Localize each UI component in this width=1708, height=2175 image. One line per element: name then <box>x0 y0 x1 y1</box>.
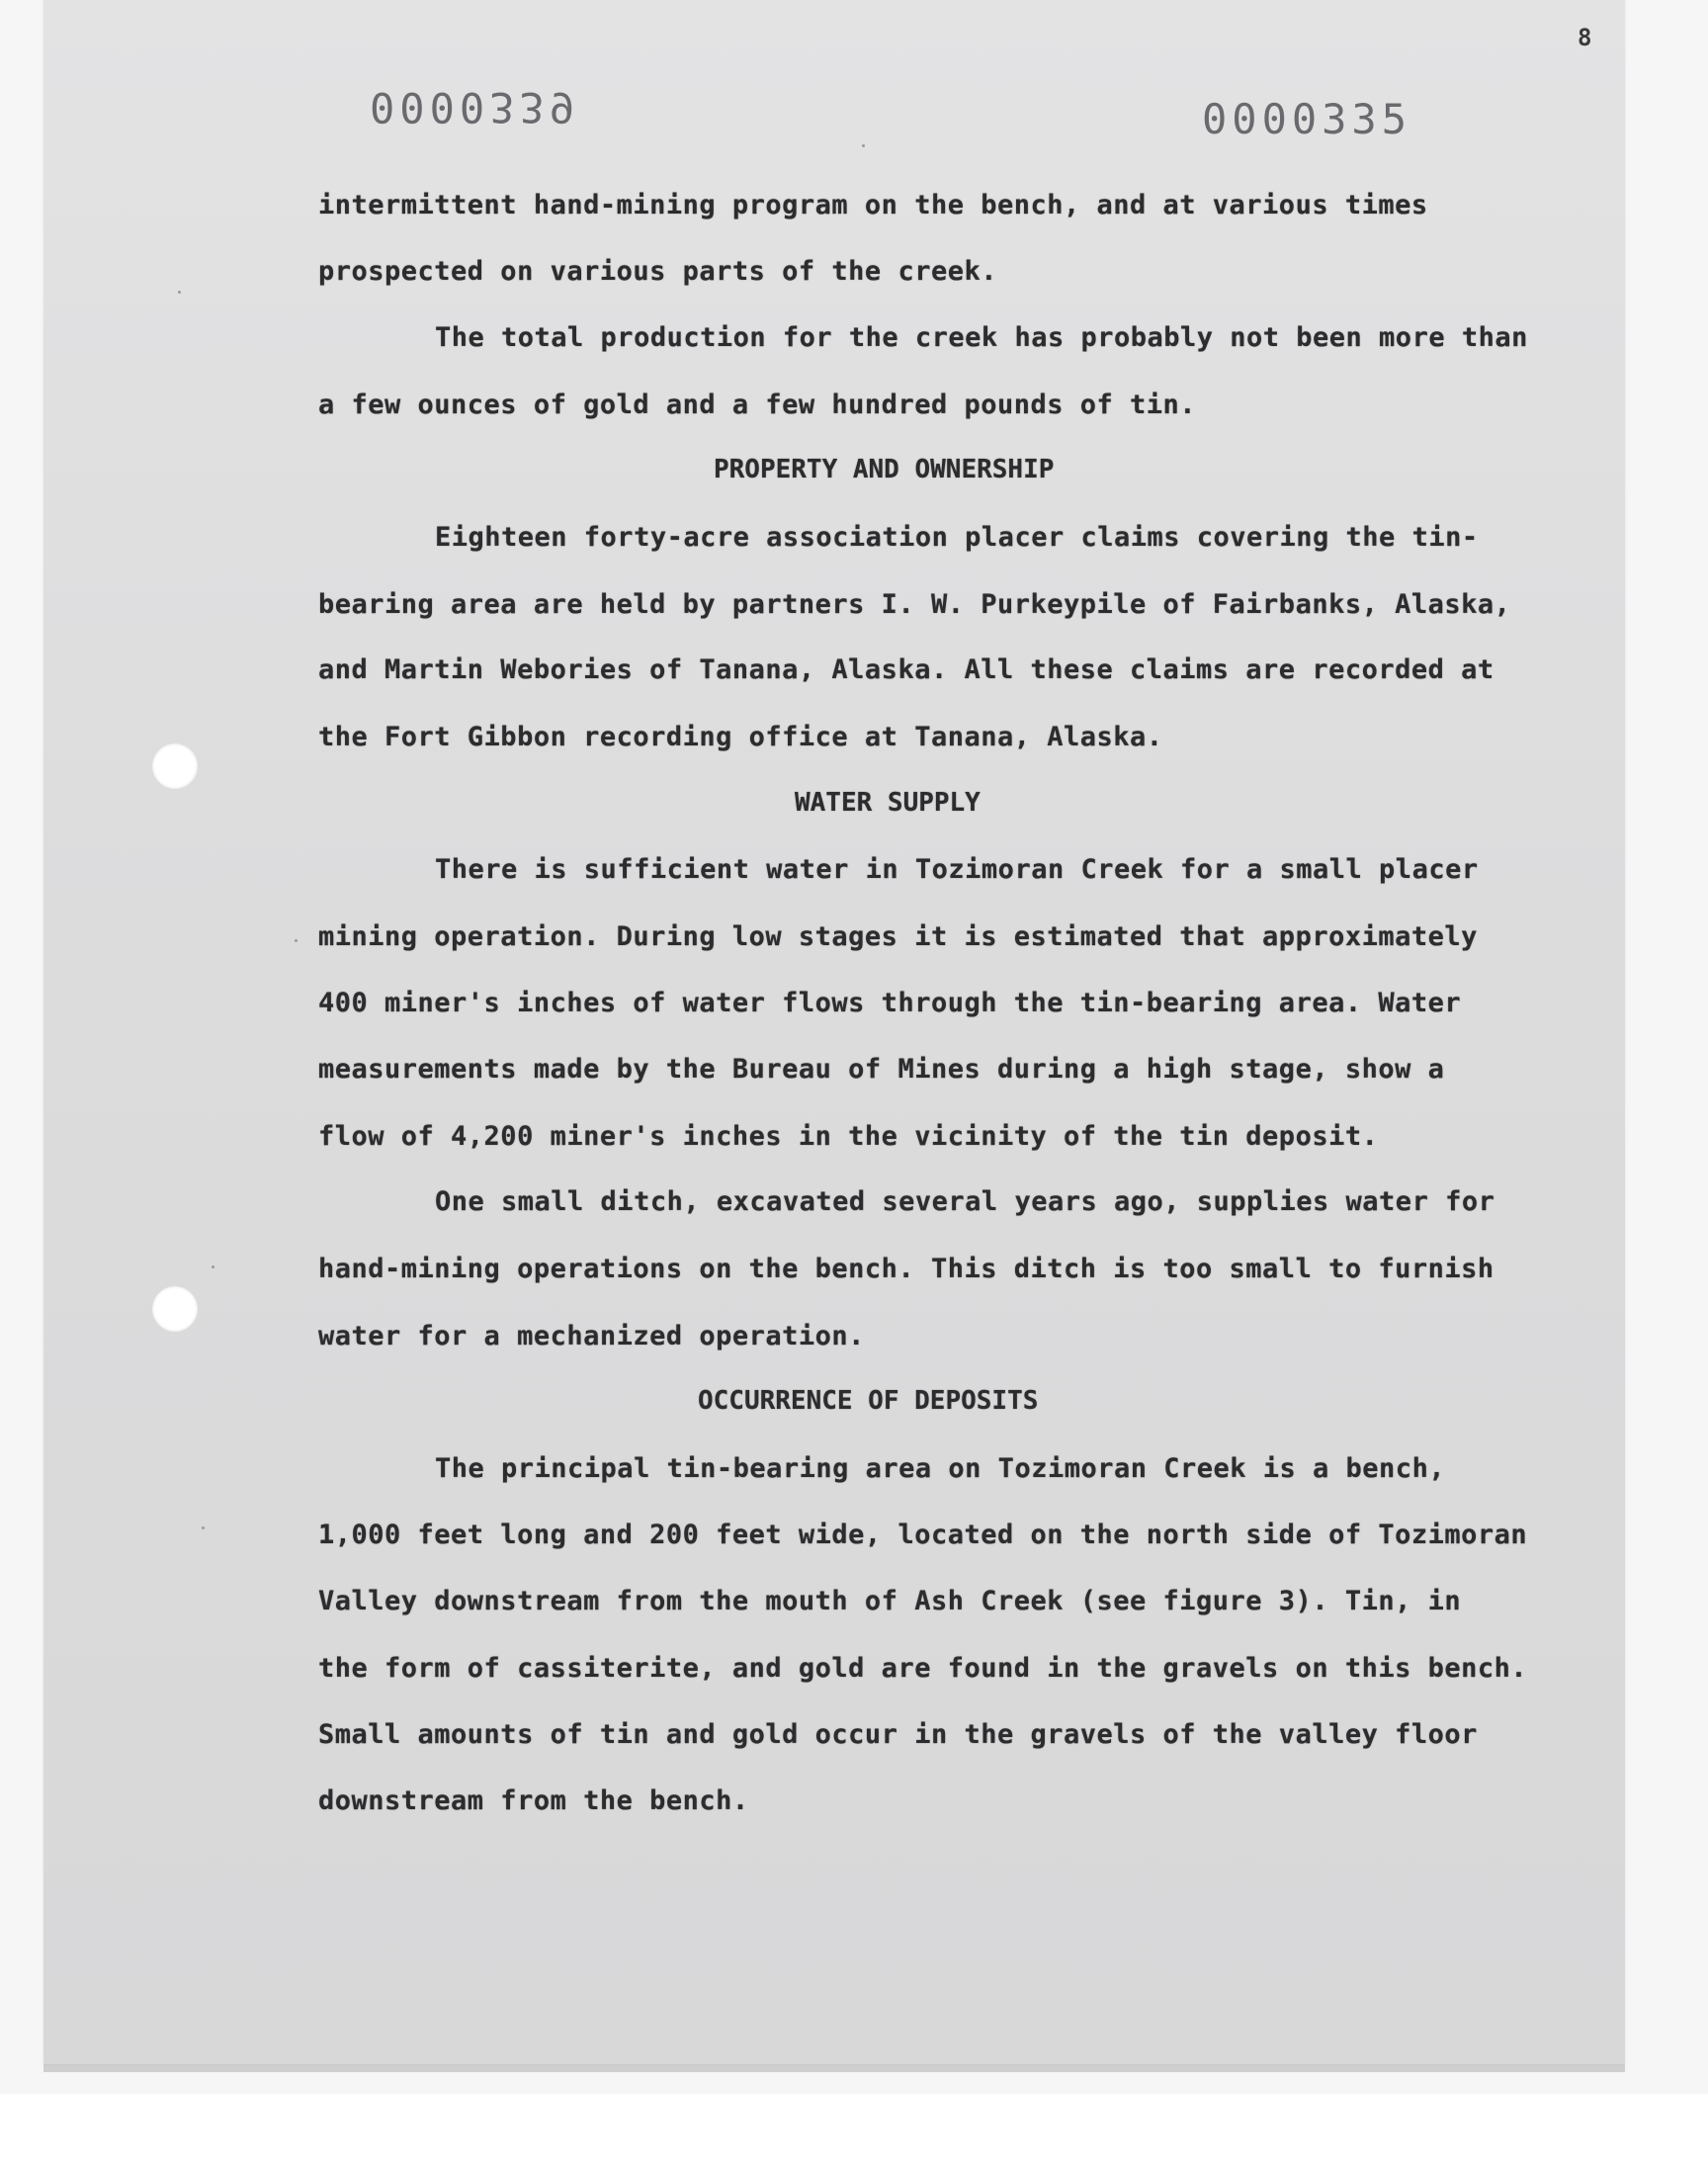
body-line: The total production for the creek has probably not been more than <box>435 322 1528 353</box>
body-line: Small amounts of tin and gold occur in the gravels of the valley floor <box>318 1719 1478 1750</box>
scan-speck <box>212 1265 214 1268</box>
scan-speck <box>295 939 298 942</box>
scan-speck <box>178 291 181 294</box>
body-line: the Fort Gibbon recording office at Tanana, Alaska. <box>318 722 1163 752</box>
body-line: Eighteen forty-acre association placer claims covering the tin- <box>435 522 1479 553</box>
document-stamp-mirrored: 0000339 <box>370 83 580 131</box>
body-line: and Martin Webories of Tanana, Alaska. All these claims are recorded at <box>318 654 1494 685</box>
body-line: water for a mechanized operation. <box>318 1321 865 1351</box>
body-line: One small ditch, excavated several years ago, supplies water for <box>435 1186 1495 1217</box>
document-page <box>43 0 1625 2064</box>
body-line: a few ounces of gold and a few hundred pounds of tin. <box>318 390 1197 420</box>
body-line: bearing area are held by partners I. W. Purkeypile of Fairbanks, Alaska, <box>318 589 1511 620</box>
punch-hole <box>152 1286 198 1332</box>
scan-speck <box>202 1526 205 1529</box>
body-line: measurements made by the Bureau of Mines during a high stage, show a <box>318 1054 1445 1085</box>
section-heading-occurrence: OCCURRENCE OF DEPOSITS <box>698 1386 1039 1416</box>
document-stamp-number: 0000335 <box>1202 95 1412 143</box>
body-line: prospected on various parts of the creek. <box>318 256 997 287</box>
body-line: The principal tin-bearing area on Tozimoran Creek is a bench, <box>435 1453 1446 1484</box>
body-line: flow of 4,200 miner's inches in the vicinity of the tin deposit. <box>318 1121 1379 1152</box>
body-line: 400 miner's inches of water flows through the tin-bearing area. Water <box>318 988 1462 1018</box>
body-line: downstream from the bench. <box>318 1785 749 1816</box>
body-line: hand-mining operations on the bench. This ditch is too small to furnish <box>318 1254 1494 1284</box>
page-number: 8 <box>1578 24 1592 51</box>
paper-edge <box>43 2064 1625 2072</box>
scan-speck <box>862 144 865 147</box>
section-heading-property: PROPERTY AND OWNERSHIP <box>714 455 1055 484</box>
body-line: There is sufficient water in Tozimoran Creek for a small placer <box>435 854 1479 885</box>
body-line: Valley downstream from the mouth of Ash Creek (see figure 3). Tin, in <box>318 1586 1462 1616</box>
body-line: mining operation. During low stages it is estimated that approximately <box>318 921 1478 952</box>
punch-hole <box>152 743 198 789</box>
section-heading-water-supply: WATER SUPPLY <box>795 788 981 818</box>
scanner-margin <box>0 2094 1708 2175</box>
body-line: 1,000 feet long and 200 feet wide, located on the north side of Tozimoran <box>318 1520 1528 1550</box>
body-line: the form of cassiterite, and gold are found in the gravels on this bench. <box>318 1653 1528 1684</box>
body-line: intermittent hand-mining program on the bench, and at various times <box>318 190 1428 220</box>
